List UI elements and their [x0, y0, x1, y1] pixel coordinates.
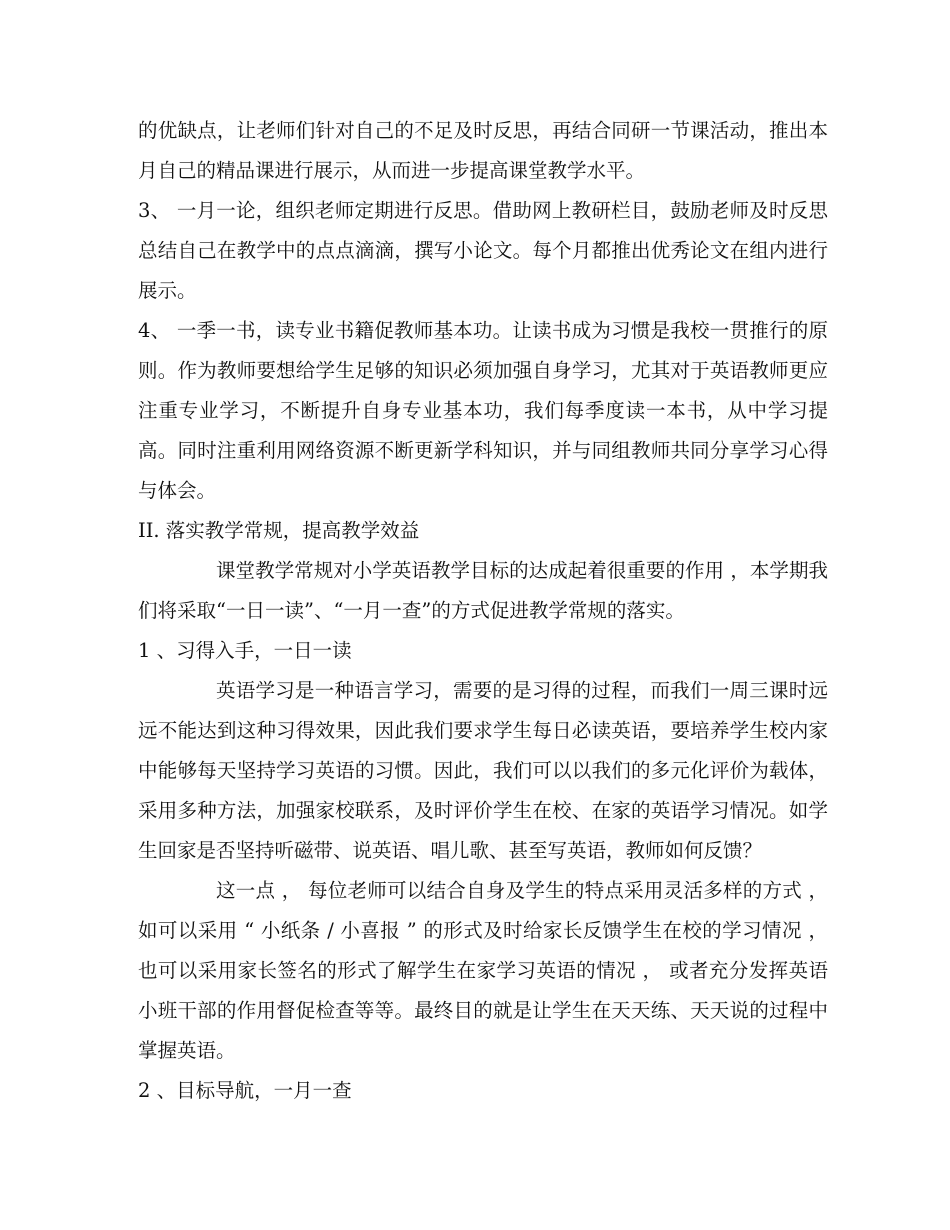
paragraph-routine-intro: 课堂教学常规对小学英语教学目标的达成起着很重要的作用 ，本学期我们将采取“一日一读”、“一月一查”的方式促进教学常规的落实。 — [138, 559, 828, 622]
document-body — [138, 111, 828, 1111]
section-heading-ii: II. 落实教学常规，提高教学效益 — [138, 519, 420, 542]
list-item-3: 3、 一月一论，组织老师定期进行反思。借助网上教研栏目，鼓励老师及时反思总结自己在教学中的点点滴滴，撰写小论文。每个月都推出优秀论文在组内进行展示。 — [138, 199, 828, 302]
subheading-1: 1 、习得入手，一日一读 — [138, 639, 352, 662]
paragraph-1: 的优缺点，让老师们针对自己的不足及时反思，再结合同研一节课活动，推出本月自己的精品课进行展示，从而进一步提高课堂教学水平。 — [138, 119, 828, 182]
paragraph-feedback-methods: 这一点 ， 每位老师可以结合自身及学生的特点采用灵活多样的方式 ， 如可以采用 “ 小纸条 / 小喜报 ” 的形式及时给家长反馈学生在校的学习情况 ， 也可以采用家长签名的形式了解学生在家学习英语的情况 ， 或者充分发挥英语小班干部的作用督促检查等等。最终目的就是让学生在天天练、天天说的过程中掌握英语。 — [138, 879, 828, 1062]
paragraph-daily-reading: 英语学习是一种语言学习，需要的是习得的过程，而我们一周三课时远远不能达到这种习得效果，因此我们要求学生每日必读英语，要培养学生校内家中能够每天坚持学习英语的习惯。因此，我们可以以我们的多元化评价为载体，采用多种方法，加强家校联系，及时评价学生在校、在家的英语学习情况。如学生回家是否坚持听磁带、说英语、唱儿歌、甚至写英语，教师如何反馈？ — [138, 679, 828, 862]
subheading-2: 2 、目标导航，一月一查 — [138, 1079, 352, 1102]
list-item-4: 4、 一季一书，读专业书籍促教师基本功。让读书成为习惯是我校一贯推行的原则。作为教师要想给学生足够的知识必须加强自身学习，尤其对于英语教师更应注重专业学习，不断提升自身专业基本功，我们每季度读一本书，从中学习提高。同时注重利用网络资源不断更新学科知识，并与同组教师共同分享学习心得与体会。 — [138, 319, 828, 502]
